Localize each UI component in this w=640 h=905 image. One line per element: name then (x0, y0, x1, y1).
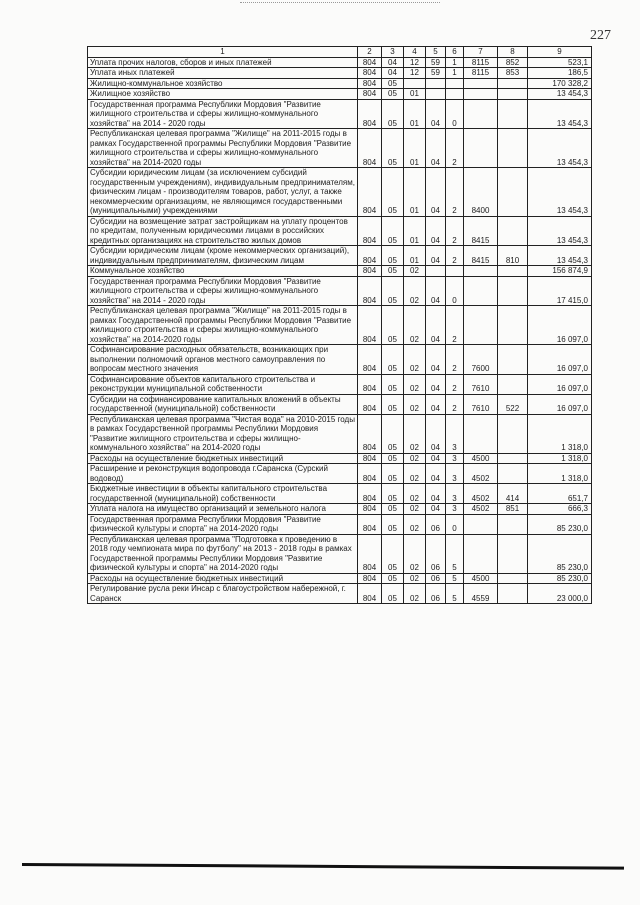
ministry-code: 804 (358, 276, 382, 306)
subsection-code: 02 (404, 374, 426, 394)
subsection-code (404, 78, 426, 89)
program-code: 04 (426, 414, 446, 453)
column-header: 5 (426, 47, 446, 58)
table-row (88, 464, 592, 484)
amount: 13 454,3 (528, 168, 592, 217)
section-code: 04 (382, 57, 404, 68)
ministry-code: 804 (358, 414, 382, 453)
program-code: 04 (426, 453, 446, 464)
subprogram-code: 0 (446, 99, 464, 129)
target-item-code: 4559 (464, 584, 498, 604)
row-name: Жилищное хозяйство (88, 89, 358, 100)
page-bottom-rule (22, 863, 624, 870)
subprogram-code: 1 (446, 68, 464, 79)
subsection-code: 02 (404, 414, 426, 453)
amount: 1 318,0 (528, 414, 592, 453)
expense-type-code (498, 584, 528, 604)
row-name: Софинансирование объектов капитального строительства и реконструкции муниципальной собственности (88, 374, 358, 394)
table-row (88, 534, 592, 573)
target-item-code: 4500 (464, 453, 498, 464)
table-row (88, 99, 592, 129)
expense-type-code (498, 345, 528, 375)
target-item-code: 7600 (464, 345, 498, 375)
expense-type-code: 852 (498, 57, 528, 68)
target-item-code: 8115 (464, 68, 498, 79)
expense-type-code (498, 99, 528, 129)
subsection-code: 02 (404, 266, 426, 277)
subprogram-code: 1 (446, 57, 464, 68)
ministry-code: 804 (358, 534, 382, 573)
section-code: 05 (382, 394, 404, 414)
expense-type-code: 522 (498, 394, 528, 414)
row-name: Регулирование русла реки Инсар с благоустройством набережной, г. Саранск (88, 584, 358, 604)
subsection-code: 02 (404, 573, 426, 584)
program-code (426, 89, 446, 100)
section-code: 05 (382, 266, 404, 277)
section-code: 05 (382, 78, 404, 89)
table-row (88, 266, 592, 277)
table-row (88, 453, 592, 464)
table-row (88, 484, 592, 504)
subprogram-code: 2 (446, 374, 464, 394)
section-code: 05 (382, 129, 404, 168)
subprogram-code: 3 (446, 504, 464, 515)
target-item-code: 8415 (464, 216, 498, 246)
target-item-code: 7610 (464, 374, 498, 394)
expense-type-code: 810 (498, 246, 528, 266)
subsection-code: 02 (404, 534, 426, 573)
amount: 666,3 (528, 504, 592, 515)
target-item-code (464, 266, 498, 277)
subsection-code: 02 (404, 394, 426, 414)
program-code: 04 (426, 306, 446, 345)
ministry-code: 804 (358, 68, 382, 79)
amount: 13 454,3 (528, 99, 592, 129)
row-name: Бюджетные инвестиции в объекты капитального строительства государственной (муниципальной) собственности (88, 484, 358, 504)
subprogram-code: 3 (446, 414, 464, 453)
amount: 1 318,0 (528, 453, 592, 464)
subsection-code: 12 (404, 57, 426, 68)
expense-type-code (498, 216, 528, 246)
ministry-code: 804 (358, 394, 382, 414)
subprogram-code: 3 (446, 464, 464, 484)
subsection-code: 01 (404, 216, 426, 246)
ministry-code: 804 (358, 484, 382, 504)
amount: 186,5 (528, 68, 592, 79)
table-row (88, 246, 592, 266)
table-row (88, 129, 592, 168)
amount: 156 874,9 (528, 266, 592, 277)
column-header: 4 (404, 47, 426, 58)
subprogram-code: 3 (446, 453, 464, 464)
amount: 16 097,0 (528, 306, 592, 345)
row-name: Субсидии юридическим лицам (кроме некоммерческих организаций), индивидуальным предпринимателям, физическим лицам (88, 246, 358, 266)
ministry-code: 804 (358, 168, 382, 217)
ministry-code: 804 (358, 129, 382, 168)
amount: 13 454,3 (528, 216, 592, 246)
expense-type-code: 414 (498, 484, 528, 504)
column-header: 6 (446, 47, 464, 58)
column-header: 2 (358, 47, 382, 58)
target-item-code (464, 129, 498, 168)
amount: 523,1 (528, 57, 592, 68)
section-code: 05 (382, 306, 404, 345)
amount: 85 230,0 (528, 573, 592, 584)
page-number: 227 (590, 28, 611, 43)
section-code: 05 (382, 534, 404, 573)
target-item-code (464, 514, 498, 534)
row-name: Софинансирование расходных обязательств, возникающих при выполнении полномочий органов местного самоуправления по вопросам местного значения (88, 345, 358, 375)
program-code: 04 (426, 99, 446, 129)
table-row (88, 306, 592, 345)
column-header: 3 (382, 47, 404, 58)
amount: 16 097,0 (528, 394, 592, 414)
row-name: Уплата прочих налогов, сборов и иных платежей (88, 57, 358, 68)
program-code: 04 (426, 394, 446, 414)
column-header: 1 (88, 47, 358, 58)
section-code: 05 (382, 216, 404, 246)
expense-type-code (498, 464, 528, 484)
subprogram-code: 5 (446, 573, 464, 584)
row-name: Республиканская целевая программа "Жилище" на 2011-2015 годы в рамках Государственной программы Республики Мордовия "Развитие жилищного строительства и сферы жилищно-коммунального хозяйства" на 2014-2020 годы (88, 306, 358, 345)
ministry-code: 804 (358, 216, 382, 246)
program-code: 04 (426, 374, 446, 394)
target-item-code: 8400 (464, 168, 498, 217)
row-name: Жилищно-коммунальное хозяйство (88, 78, 358, 89)
program-code: 04 (426, 345, 446, 375)
program-code: 06 (426, 573, 446, 584)
subprogram-code: 0 (446, 514, 464, 534)
target-item-code: 4502 (464, 464, 498, 484)
subprogram-code: 2 (446, 129, 464, 168)
subprogram-code: 2 (446, 168, 464, 217)
section-code: 05 (382, 504, 404, 515)
table-row (88, 216, 592, 246)
row-name: Уплата иных платежей (88, 68, 358, 79)
ministry-code: 804 (358, 99, 382, 129)
subprogram-code: 0 (446, 276, 464, 306)
subprogram-code: 2 (446, 394, 464, 414)
ministry-code: 804 (358, 306, 382, 345)
program-code: 04 (426, 168, 446, 217)
expense-type-code (498, 514, 528, 534)
section-code: 05 (382, 345, 404, 375)
amount: 170 328,2 (528, 78, 592, 89)
section-code: 05 (382, 374, 404, 394)
program-code (426, 78, 446, 89)
expense-type-code: 851 (498, 504, 528, 515)
amount: 85 230,0 (528, 534, 592, 573)
amount: 13 454,3 (528, 129, 592, 168)
expense-type-code (498, 534, 528, 573)
row-name: Республиканская целевая программа "Подготовка к проведению в 2018 году чемпионата мира по футболу" на 2013 - 2018 годы в рамках Государственной программы Республики Мордовия "Развитие физической культуры и спорта" на 2014-2020 годы (88, 534, 358, 573)
subprogram-code: 2 (446, 345, 464, 375)
ministry-code: 804 (358, 246, 382, 266)
amount: 85 230,0 (528, 514, 592, 534)
subprogram-code: 3 (446, 484, 464, 504)
expense-type-code (498, 374, 528, 394)
subprogram-code (446, 78, 464, 89)
scan-margin-marks (240, 2, 440, 5)
table-row (88, 394, 592, 414)
section-code: 05 (382, 514, 404, 534)
amount: 1 318,0 (528, 464, 592, 484)
ministry-code: 804 (358, 584, 382, 604)
row-name: Государственная программа Республики Мордовия "Развитие жилищного строительства и сферы жилищно-коммунального хозяйства" на 2014 - 2020 годы (88, 99, 358, 129)
subsection-code: 12 (404, 68, 426, 79)
ministry-code: 804 (358, 78, 382, 89)
table-row (88, 57, 592, 68)
program-code: 06 (426, 534, 446, 573)
amount: 651,7 (528, 484, 592, 504)
ministry-code: 804 (358, 573, 382, 584)
program-code: 04 (426, 216, 446, 246)
ministry-code: 804 (358, 345, 382, 375)
section-code: 05 (382, 484, 404, 504)
table-row (88, 89, 592, 100)
column-header: 9 (528, 47, 592, 58)
program-code: 04 (426, 484, 446, 504)
target-item-code (464, 99, 498, 129)
ministry-code: 804 (358, 464, 382, 484)
amount: 23 000,0 (528, 584, 592, 604)
row-name: Субсидии юридическим лицам (за исключением субсидий государственным учреждениям), индивидуальным предпринимателям, физическим лицам - производителям товаров, работ, услуг, а также некоммерческим организациям, не являющимся государственными (муниципальными) учреждениями (88, 168, 358, 217)
ministry-code: 804 (358, 374, 382, 394)
program-code: 59 (426, 68, 446, 79)
row-name: Расходы на осуществление бюджетных инвестиций (88, 453, 358, 464)
table-row (88, 276, 592, 306)
target-item-code: 7610 (464, 394, 498, 414)
expense-type-code (498, 129, 528, 168)
ministry-code: 804 (358, 453, 382, 464)
column-header: 8 (498, 47, 528, 58)
subsection-code: 02 (404, 276, 426, 306)
table-row (88, 68, 592, 79)
table-row (88, 345, 592, 375)
ministry-code: 804 (358, 266, 382, 277)
target-item-code: 4502 (464, 484, 498, 504)
ministry-code: 804 (358, 504, 382, 515)
table-row (88, 514, 592, 534)
subsection-code: 02 (404, 464, 426, 484)
table-row (88, 573, 592, 584)
subsection-code: 02 (404, 484, 426, 504)
subprogram-code: 2 (446, 216, 464, 246)
amount: 16 097,0 (528, 374, 592, 394)
program-code: 04 (426, 504, 446, 515)
ministry-code: 804 (358, 514, 382, 534)
section-code: 05 (382, 453, 404, 464)
target-item-code: 4500 (464, 573, 498, 584)
target-item-code: 8415 (464, 246, 498, 266)
section-code: 05 (382, 414, 404, 453)
column-number-row (88, 47, 592, 58)
amount: 16 097,0 (528, 345, 592, 375)
row-name: Уплата налога на имущество организаций и земельного налога (88, 504, 358, 515)
section-code: 05 (382, 89, 404, 100)
program-code: 04 (426, 246, 446, 266)
row-name: Коммунальное хозяйство (88, 266, 358, 277)
subprogram-code: 2 (446, 306, 464, 345)
target-item-code (464, 78, 498, 89)
section-code: 05 (382, 168, 404, 217)
subprogram-code: 2 (446, 246, 464, 266)
row-name: Государственная программа Республики Мордовия "Развитие физической культуры и спорта" на 2014-2020 годы (88, 514, 358, 534)
section-code: 05 (382, 464, 404, 484)
expense-type-code (498, 266, 528, 277)
target-item-code (464, 276, 498, 306)
table-row (88, 78, 592, 89)
target-item-code: 4502 (464, 504, 498, 515)
subsection-code: 01 (404, 168, 426, 217)
ministry-code: 804 (358, 57, 382, 68)
column-header: 7 (464, 47, 498, 58)
subsection-code: 02 (404, 504, 426, 515)
target-item-code (464, 89, 498, 100)
target-item-code (464, 306, 498, 345)
expense-type-code (498, 573, 528, 584)
amount: 17 415,0 (528, 276, 592, 306)
subsection-code: 01 (404, 89, 426, 100)
table-row (88, 504, 592, 515)
target-item-code (464, 414, 498, 453)
subsection-code: 02 (404, 345, 426, 375)
program-code: 04 (426, 464, 446, 484)
section-code: 05 (382, 584, 404, 604)
expense-type-code (498, 306, 528, 345)
expense-type-code (498, 78, 528, 89)
expense-type-code (498, 414, 528, 453)
subsection-code: 02 (404, 514, 426, 534)
subsection-code: 01 (404, 99, 426, 129)
program-code: 06 (426, 584, 446, 604)
program-code: 06 (426, 514, 446, 534)
program-code: 59 (426, 57, 446, 68)
amount: 13 454,3 (528, 89, 592, 100)
subsection-code: 02 (404, 584, 426, 604)
program-code: 04 (426, 276, 446, 306)
subsection-code: 01 (404, 246, 426, 266)
section-code: 04 (382, 68, 404, 79)
expense-type-code (498, 276, 528, 306)
budget-table (87, 46, 592, 604)
section-code: 05 (382, 246, 404, 266)
subsection-code: 01 (404, 129, 426, 168)
subprogram-code (446, 266, 464, 277)
subprogram-code: 5 (446, 534, 464, 573)
section-code: 05 (382, 99, 404, 129)
expense-type-code (498, 89, 528, 100)
table-row (88, 374, 592, 394)
table-row (88, 584, 592, 604)
ministry-code: 804 (358, 89, 382, 100)
subsection-code: 02 (404, 306, 426, 345)
amount: 13 454,3 (528, 246, 592, 266)
row-name: Субсидии на возмещение затрат застройщикам на уплату процентов по кредитам, полученным юридическими лицами в российских кредитных организациях на строительство жилых домов (88, 216, 358, 246)
table-row (88, 168, 592, 217)
row-name: Государственная программа Республики Мордовия "Развитие жилищного строительства и сферы жилищно-коммунального хозяйства" на 2014 - 2020 годы (88, 276, 358, 306)
section-code: 05 (382, 573, 404, 584)
subprogram-code (446, 89, 464, 100)
expense-type-code: 853 (498, 68, 528, 79)
subsection-code: 02 (404, 453, 426, 464)
row-name: Субсидии на софинансирование капитальных вложений в объекты государственной (муниципальной) собственности (88, 394, 358, 414)
program-code (426, 266, 446, 277)
row-name: Республиканская целевая программа "Жилище" на 2011-2015 годы в рамках Государственной программы Республики Мордовия "Развитие жилищного строительства и сферы жилищно-коммунального хозяйства" на 2014-2020 годы (88, 129, 358, 168)
table-row (88, 414, 592, 453)
expense-type-code (498, 453, 528, 464)
subprogram-code: 5 (446, 584, 464, 604)
program-code: 04 (426, 129, 446, 168)
target-item-code (464, 534, 498, 573)
row-name: Расширение и реконструкция водопровода г.Саранска (Сурский водовод) (88, 464, 358, 484)
section-code: 05 (382, 276, 404, 306)
expense-type-code (498, 168, 528, 217)
row-name: Расходы на осуществление бюджетных инвестиций (88, 573, 358, 584)
row-name: Республиканская целевая программа "Чистая вода" на 2010-2015 годы в рамках Государственной программы Республики Мордовия "Развитие жилищного строительства и сферы жилищно-коммунального хозяйства" на 2014-2020 годы (88, 414, 358, 453)
table-body (88, 57, 592, 604)
target-item-code: 8115 (464, 57, 498, 68)
